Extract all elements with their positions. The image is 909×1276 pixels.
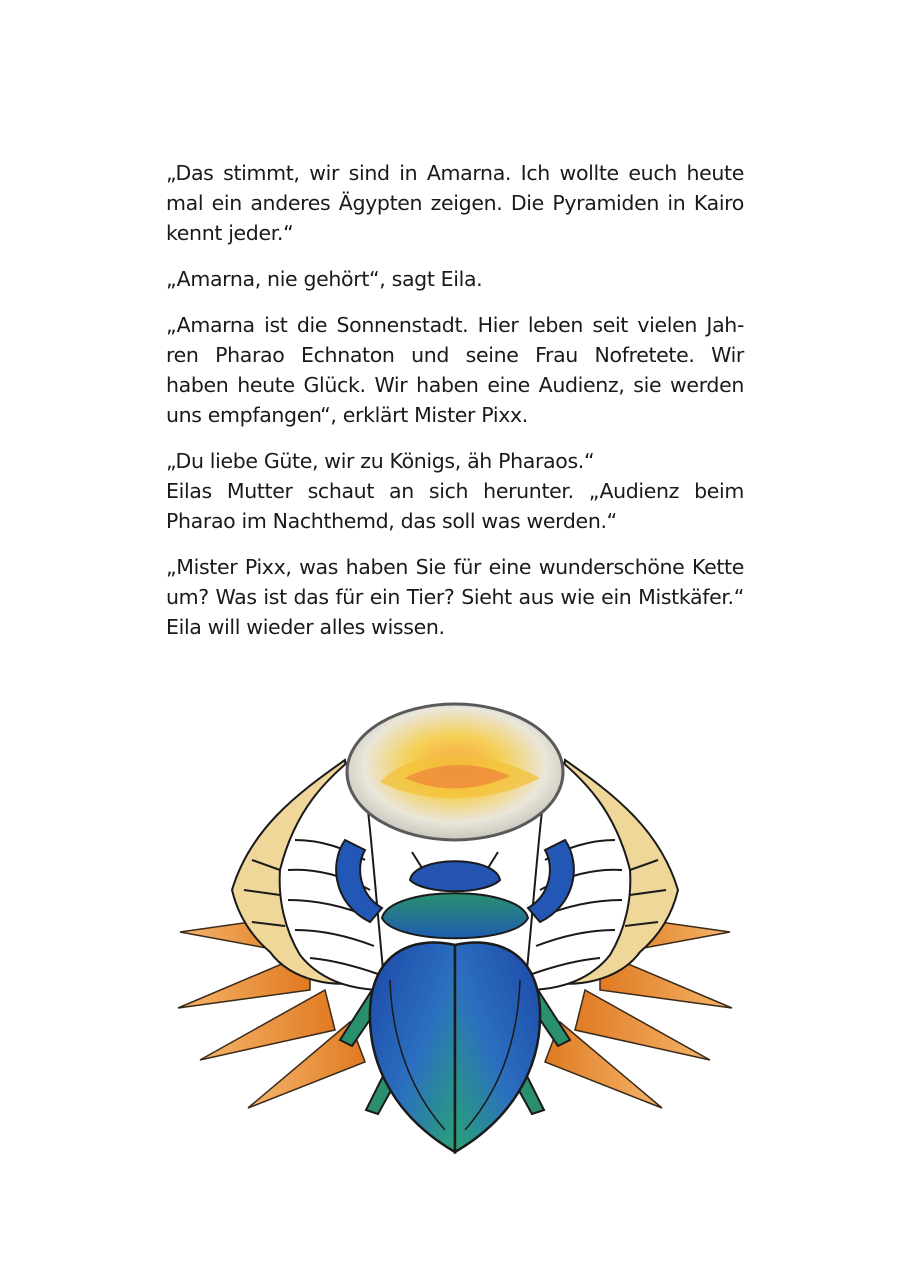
scarab-illustration — [160, 690, 750, 1170]
text-line: kennt jeder.“ — [166, 221, 294, 245]
text-line: um? Was ist das für ein Tier? Sieht aus wie ein Mistkäfer.“ — [166, 585, 744, 609]
paragraph-4 — [166, 446, 744, 536]
paragraph-5 — [166, 552, 744, 642]
paragraph-2 — [166, 264, 744, 294]
text-line: haben heute Glück. Wir haben eine Audienz, sie werden — [166, 373, 744, 397]
text-line: Eila will wieder alles wissen. — [166, 615, 445, 639]
text-line: „Du liebe Güte, wir zu Königs, äh Pharaos.“ — [166, 449, 595, 473]
scarab-shell — [370, 943, 540, 1152]
text-line: ren Pharao Echnaton und seine Frau Nofretete. Wir — [166, 343, 744, 367]
story-text — [166, 158, 744, 658]
text-line: „Amarna, nie gehört“, sagt Eila. — [166, 267, 483, 291]
text-line: „Amarna ist die Sonnenstadt. Hier leben seit vielen Jah- — [166, 313, 744, 337]
text-line: uns empfangen“, erklärt Mister Pixx. — [166, 403, 528, 427]
paragraph-3 — [166, 310, 744, 430]
paragraph-1 — [166, 158, 744, 248]
text-line: mal ein anderes Ägypten zeigen. Die Pyramiden in Kairo — [166, 191, 744, 215]
text-line: Eilas Mutter schaut an sich herunter. „Audienz beim — [166, 479, 744, 503]
scarab-head — [410, 852, 500, 891]
text-line: „Mister Pixx, was haben Sie für eine wunderschöne Kette — [166, 555, 744, 579]
scarab-thorax — [382, 893, 528, 938]
text-line: Pharao im Nachthemd, das soll was werden.“ — [166, 509, 617, 533]
text-line: „Das stimmt, wir sind in Amarna. Ich wollte euch heute — [166, 161, 744, 185]
